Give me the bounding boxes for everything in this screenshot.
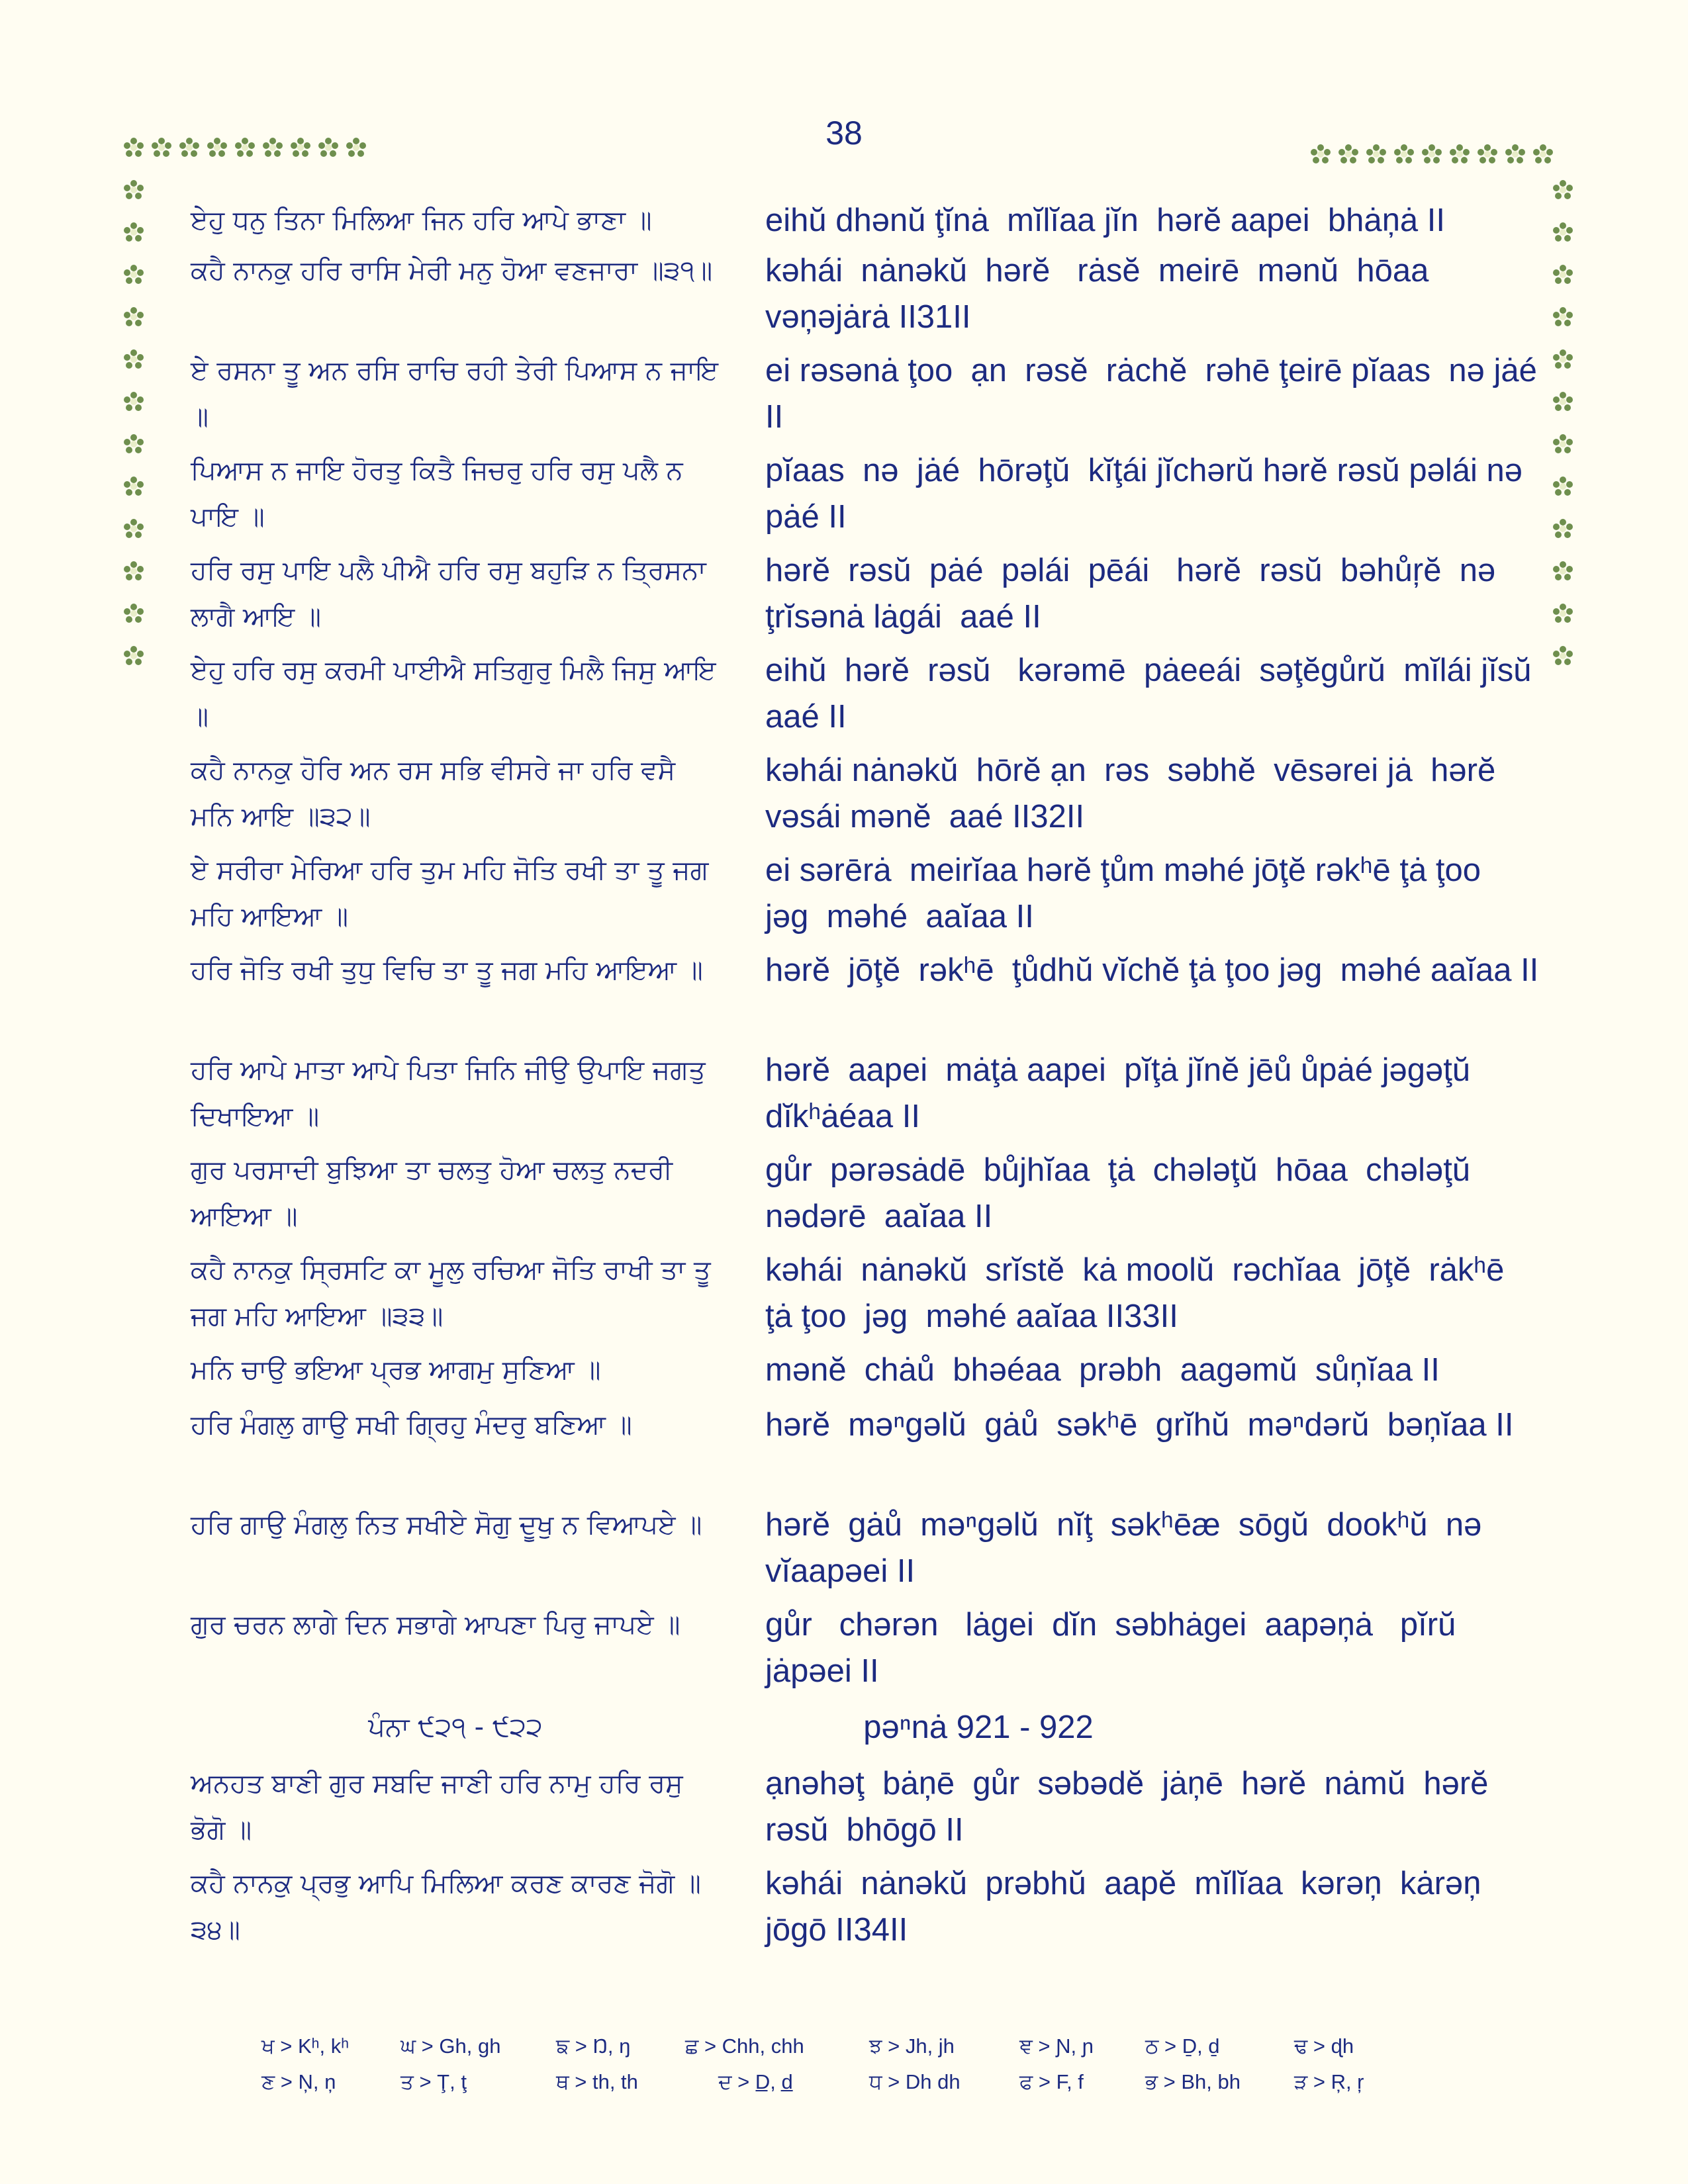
gurmukhi-text: ਕਹੈ ਨਾਨਕੁ ਹੋਰਿ ਅਨ ਰਸ ਸਭਿ ਵੀਸਰੇ ਜਾ ਹਰਿ ਵਸੈ ਮਨਿ ਆਇ ॥੩੨॥ (191, 755, 676, 832)
flower-ornament-icon (318, 138, 338, 158)
verse-row (191, 248, 1534, 347)
flower-ornament-icon (1553, 307, 1573, 327)
flower-ornament-icon (291, 138, 310, 158)
gurmukhi-text: ਕਹੈ ਨਾਨਕੁ ਹਰਿ ਰਾਸਿ ਮੇਰੀ ਮਨੁ ਹੋਆ ਵਣਜਾਰਾ ॥੩੧॥ (191, 255, 713, 286)
flower-ornament-icon (1553, 646, 1573, 666)
flower-ornament-icon (1394, 144, 1414, 164)
gurmukhi-text: ਏਹੁ ਧਨੁ ਤਿਨਾ ਮਿਲਿਆ ਜਿਨ ਹਰਿ ਆਪੇ ਭਾਣਾ ॥ (191, 205, 652, 236)
flower-ornament-icon (1505, 144, 1525, 164)
verse-row (191, 1147, 1534, 1247)
verse-row (191, 197, 1534, 248)
gurmukhi-text: ਮਨਿ ਚਾਉ ਭਇਆ ਪ੍ਰਭ ਆਗਮੁ ਸੁਣਿਆ ॥ (191, 1355, 601, 1385)
legend-item: ਖ > Kʰ, kʰ (261, 2034, 350, 2058)
flower-ornament-icon (124, 138, 144, 158)
gurmukhi-text: ਅਨਹਤ ਬਾਣੀ ਗੁਰ ਸਬਦਿ ਜਾਣੀ ਹਰਿ ਨਾਮੁ ਹਰਿ ਰਸੁ ਭੋਗੋ ॥ (191, 1768, 683, 1845)
flower-ornament-icon (152, 138, 171, 158)
legend-item: ਫ > F, f (1019, 2070, 1084, 2093)
verse-list (191, 197, 1550, 1960)
flower-ornament-icon (124, 477, 144, 496)
legend-item: ੜ > Ŗ, ŗ (1294, 2070, 1364, 2093)
legend-item: ਙ > Ŋ, ŋ (556, 2034, 631, 2058)
transliteration-text: hərĕ aapei mȧţȧ aapei pĭţȧ jĭnĕ jēů ůpȧé jəgəţŭ dĭkʰȧéaa II (765, 1052, 1479, 1134)
legend-item: ਤ > Ţ, ţ (400, 2070, 467, 2093)
gurmukhi-text: ਏਹੁ ਹਰਿ ਰਸੁ ਕਰਮੀ ਪਾਈਐ ਸਤਿਗੁਰੁ ਮਿਲੈ ਜਿਸੁ ਆਇ ॥ (191, 655, 716, 732)
transliteration-text: gůr pərəsȧdē bůjhĭaa ţȧ chələţŭ hōaa chələţŭ nədərē aaĭaa II (765, 1152, 1479, 1234)
gurmukhi-text: ਗੁਰ ਚਰਨ ਲਾਗੇ ਦਿਨ ਸਭਾਗੇ ਆਪਣਾ ਪਿਰੁ ਜਾਪਏ ॥ (191, 1610, 680, 1640)
gurmukhi-text: ਕਹੈ ਨਾਨਕੁ ਸ੍ਰਿਸਟਿ ਕਾ ਮੂਲੁ ਰਚਿਆ ਜੋਤਿ ਰਾਖੀ ਤਾ ਤੂ ਜਗ ਮਹਿ ਆਇਆ ॥੩੩॥ (191, 1255, 711, 1332)
gurmukhi-text: ਪਿਆਸ ਨ ਜਾਇ ਹੋਰਤੁ ਕਿਤੈ ਜਿਚਰੁ ਹਰਿ ਰਸੁ ਪਲੈ ਨ ਪਾਇ ॥ (191, 455, 683, 532)
legend-item: ਛ > Chh, chh (685, 2034, 804, 2058)
flower-ornament-icon (1553, 519, 1573, 539)
flower-ornament-icon (1553, 561, 1573, 581)
transliteration-text: eihŭ hərĕ rəsŭ kərəmē pȧeeái səţĕgůrŭ mĭlái jĭsŭ aaé II (765, 653, 1550, 735)
flower-ornament-icon (1553, 392, 1573, 412)
transliteration-text: ei rəsənȧ ţoo ạn rəsĕ rȧchĕ rəhē ţeirē pĭaas nə jȧé II (765, 353, 1546, 435)
transliteration-text: kəhái nȧnəkŭ hərĕ rȧsĕ meirē mənŭ hōaa vəņəjȧrȧ II31II (765, 253, 1438, 335)
transliteration-text: kəhái nȧnəkŭ srĭstĕ kȧ moolŭ rəchĭaa jōţĕ rȧkʰē ţȧ ţoo jəg məhé aaĭaa II33II (765, 1252, 1514, 1334)
verse-row (191, 1602, 1534, 1694)
flower-ornament-icon (124, 561, 144, 581)
verse-row (191, 1247, 1534, 1347)
transliteration-text: kəhái nȧnəkŭ hōrĕ ạn rəs səbhĕ vēsərei jȧ hərĕ vəsái mənĕ aaé II32II (765, 752, 1505, 835)
gurmukhi-page-range: ਪੰਨਾ ੯੨੧ - ੯੨੨ (368, 1712, 543, 1743)
gurmukhi-text: ਹਰਿ ਮੰਗਲੁ ਗਾਉ ਸਖੀ ਗ੍ਰਿਹੁ ਮੰਦਰੁ ਬਣਿਆ ॥ (191, 1410, 632, 1440)
page-number: 38 (825, 114, 863, 152)
flower-ornament-icon (1553, 222, 1573, 242)
legend-item: ਥ > th, th (556, 2070, 638, 2093)
flower-ornament-icon (124, 307, 144, 327)
verse-row (191, 347, 1546, 447)
legend-item: ਣ > Ņ, ņ (261, 2070, 336, 2093)
legend-item: ਧ > Dh dh (869, 2070, 961, 2093)
flower-ornament-icon (124, 646, 144, 666)
transliteration-text: ạnəhəţ bȧņē gůr səbədĕ jȧņē hərĕ nȧmŭ hərĕ rəsŭ bhōgō II (765, 1766, 1498, 1848)
verse-row (191, 1047, 1534, 1147)
verse-row (191, 747, 1534, 847)
transliteration-text: gůr chərən lȧgei dĭn səbhȧgei aapəņȧ pĭrŭ jȧpəei II (765, 1607, 1465, 1689)
flower-ornament-icon (1366, 144, 1386, 164)
transliteration-page-range: pəⁿnȧ 921 - 922 (863, 1709, 1094, 1745)
flower-ornament-icon (124, 222, 144, 242)
verse-row (191, 447, 1541, 547)
transliteration-text: mənĕ chȧů bhəéaa prəbh aagəmŭ sůņĭaa II (765, 1352, 1440, 1388)
flower-ornament-icon (124, 604, 144, 623)
verse-row (191, 847, 1534, 947)
transliteration-text: eihŭ dhənŭ ţĭnȧ mĭlĭaa jĭn hərĕ aapei bhȧņȧ II (765, 203, 1446, 238)
verse-row (191, 1502, 1534, 1602)
gurmukhi-text: ਕਹੈ ਨਾਨਕੁ ਪ੍ਰਭੁ ਆਪਿ ਮਿਲਿਆ ਕਰਣ ਕਾਰਣ ਜੋਗੋ ॥੩੪॥ (191, 1868, 701, 1945)
page-range-header (191, 1694, 1534, 1760)
flower-ornament-icon (235, 138, 255, 158)
flower-ornament-icon (124, 392, 144, 412)
flower-ornament-icon (1450, 144, 1470, 164)
gurmukhi-text: ਹਰਿ ਰਸੁ ਪਾਇ ਪਲੈ ਪੀਐ ਹਰਿ ਰਸੁ ਬਹੁੜਿ ਨ ਤ੍ਰਿਸਨਾ ਲਾਗੈ ਆਇ ॥ (191, 555, 706, 632)
legend-item: ਞ > Ɲ, ɲ (1019, 2034, 1094, 2058)
gurmukhi-text: ਗੁਰ ਪਰਸਾਦੀ ਬੁਝਿਆ ਤਾ ਚਲਤੁ ਹੋਆ ਚਲਤੁ ਨਦਰੀ ਆਇਆ ॥ (191, 1155, 673, 1232)
transliteration-text: hərĕ məⁿgəlŭ gȧů səkʰē grĭhŭ məⁿdərŭ bəņĭaa II (765, 1407, 1514, 1443)
verse-row (191, 1760, 1534, 1860)
gurmukhi-text: ਏ ਸਰੀਰਾ ਮੇਰਿਆ ਹਰਿ ਤੁਮ ਮਹਿ ਜੋਤਿ ਰਖੀ ਤਾ ਤੂ ਜਗ ਮਹਿ ਆਇਆ ॥ (191, 855, 709, 932)
flower-ornament-icon (263, 138, 283, 158)
flower-ornament-icon (346, 138, 366, 158)
legend-item: ਢ > ɖh (1294, 2034, 1354, 2058)
transliteration-text: kəhái nȧnəkŭ prəbhŭ aapĕ mĭlĭaa kərəņ kȧrəņ jōgō II34II (765, 1866, 1491, 1948)
transliteration-text: ei sərērȧ meirĭaa hərĕ ţům məhé jōţĕ rəkʰē ţȧ ţoo jəg məhé aaĭaa II (765, 852, 1499, 934)
transliteration-text: hərĕ jōţĕ rəkʰē ţůdhŭ vĭchĕ ţȧ ţoo jəg məhé aaĭaa II (765, 952, 1539, 988)
flower-ornament-icon (1477, 144, 1497, 164)
verse-row (191, 947, 1539, 1047)
flower-ornament-icon (1338, 144, 1358, 164)
flower-ornament-icon (1553, 265, 1573, 285)
verse-row (191, 1860, 1534, 1960)
transliteration-text: pĭaas nə jȧé hōrəţŭ kĭţái jĭchərŭ hərĕ rəsŭ pəlái nə pȧé II (765, 453, 1541, 535)
verse-row (191, 1402, 1534, 1502)
flower-ornament-icon (124, 180, 144, 200)
flower-ornament-icon (1553, 604, 1573, 623)
flower-ornament-icon (124, 265, 144, 285)
flower-ornament-icon (1533, 144, 1553, 164)
gurmukhi-text: ਹਰਿ ਗਾਉ ਮੰਗਲੁ ਨਿਤ ਸਖੀਏ ਸੋਗੁ ਦੂਖੁ ਨ ਵਿਆਪਏ ॥ (191, 1510, 702, 1540)
flower-ornament-icon (1422, 144, 1442, 164)
flower-ornament-icon (1311, 144, 1331, 164)
transliteration-text: hərĕ gȧů məⁿgəlŭ nĭţ səkʰēæ sōgŭ dookʰŭ nə vĭaapəei II (765, 1507, 1491, 1589)
gurmukhi-text: ਹਰਿ ਆਪੇ ਮਾਤਾ ਆਪੇ ਪਿਤਾ ਜਿਨਿ ਜੀਉ ਉਪਾਇ ਜਗਤੁ ਦਿਖਾਇਆ ॥ (191, 1055, 706, 1132)
legend-item: ਘ > Gh, gh (400, 2034, 501, 2058)
gurmukhi-text: ਏ ਰਸਨਾ ਤੂ ਅਨ ਰਸਿ ਰਾਚਿ ਰਹੀ ਤੇਰੀ ਪਿਆਸ ਨ ਜਾਇ ॥ (191, 355, 719, 432)
legend-item: ਦ > D̲, d̲ (718, 2070, 793, 2093)
flower-ornament-icon (1553, 349, 1573, 369)
legend-item: ਠ > Ḏ, ḏ (1145, 2034, 1220, 2058)
flower-ornament-icon (207, 138, 227, 158)
verse-row (191, 547, 1534, 647)
flower-ornament-icon (1553, 180, 1573, 200)
flower-ornament-icon (1553, 477, 1573, 496)
legend-item: ਝ > Jh, jh (869, 2034, 955, 2058)
flower-ornament-icon (124, 519, 144, 539)
flower-ornament-icon (179, 138, 199, 158)
flower-ornament-icon (124, 349, 144, 369)
flower-ornament-icon (1553, 434, 1573, 454)
verse-row (191, 647, 1550, 747)
verse-row (191, 1347, 1534, 1402)
flower-ornament-icon (124, 434, 144, 454)
gurmukhi-text: ਹਰਿ ਜੋਤਿ ਰਖੀ ਤੁਧੁ ਵਿਚਿ ਤਾ ਤੂ ਜਗ ਮਹਿ ਆਇਆ ॥ (191, 955, 703, 985)
legend-item: ਭ > Bh, bh (1145, 2070, 1241, 2093)
transliteration-text: hərĕ rəsŭ pȧé pəlái pēái hərĕ rəsŭ bəhůŗĕ nə ţrĭsənȧ lȧgái aaé II (765, 553, 1505, 635)
